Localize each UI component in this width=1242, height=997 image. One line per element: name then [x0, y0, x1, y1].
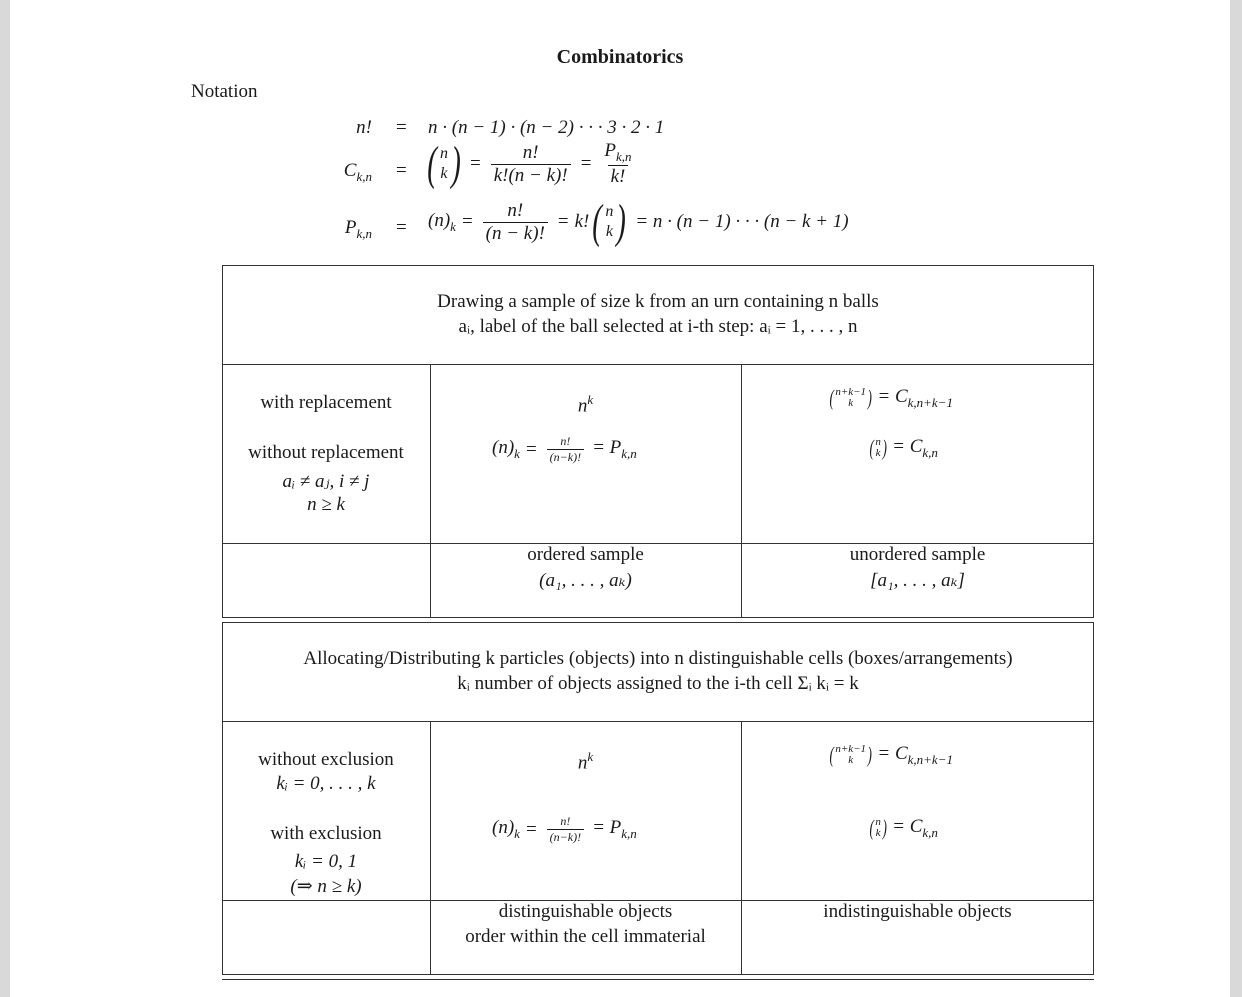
row-without-replacement-cond2: n ≥ k — [307, 494, 345, 515]
row-with-replacement-label: with replacement — [260, 392, 392, 413]
permutation-equals: = — [396, 217, 407, 238]
footer-ordered-sample-notation: (a₁, . . . , aₖ) — [539, 570, 632, 591]
allocating-col-divider-2 — [741, 721, 742, 975]
combination-lhs: $C_{k,n}$ — [343, 160, 372, 184]
row-without-replacement-cond1: aᵢ ≠ aⱼ, i ≠ j — [282, 471, 370, 492]
allocating-ordered-without-exclusion: $n^k$ — [577, 749, 594, 774]
document-page — [10, 0, 1230, 997]
binom-n-k: ( n k ) — [427, 137, 461, 190]
sampling-header-line2: aᵢ, label of the ball selected at i-th step: aᵢ = 1, . . . , n — [458, 316, 858, 337]
permutation-lhs: $P_{k,n}$ — [344, 217, 372, 241]
row-without-exclusion-label: without exclusion — [258, 749, 394, 770]
row-without-replacement-label: without replacement — [248, 442, 404, 463]
page-title: Combinatorics — [556, 46, 684, 68]
sampling-header-divider — [222, 364, 1094, 365]
factorial-lhs: n! — [356, 117, 372, 138]
row-with-exclusion-label: with exclusion — [270, 823, 382, 844]
allocating-header-line2: kᵢ number of objects assigned to the i-th cell Σᵢ kᵢ = k — [457, 673, 859, 694]
sampling-unordered-with-replacement: ( n+k−1 k ) = $C_{k,n+k-1}$ — [829, 385, 953, 411]
combination-equals: = — [396, 160, 407, 181]
footer-unordered-sample: unordered sample — [849, 544, 986, 565]
footer-order-immaterial: order within the cell immaterial — [465, 926, 706, 947]
footer-indistinguishable-objects: indistinguishable objects — [823, 901, 1012, 922]
binom-n-k-2: ( n k ) — [592, 195, 627, 248]
factorial-equals: = — [396, 117, 407, 138]
permutation-rhs: $(n)_k$ = $\frac{n!}{(n - k)!}$ = k! ( n k ) = n · (n − 1) · · · (n − k + 1) — [428, 195, 849, 248]
notation-label: Notation — [191, 81, 258, 102]
row-with-exclusion-cond2: (⇒ n ≥ k) — [290, 876, 362, 897]
combination-rhs: ( n k ) = $\frac{n!}{k!(n - k)!}$ = $\frac{P_{k,n}}{k!}$ — [424, 140, 639, 188]
row-without-exclusion-cond: kᵢ = 0, . . . , k — [276, 773, 376, 794]
combination-fraction-p: $\frac{P_{k,n}}{k!}$ — [604, 140, 632, 187]
allocating-header-line1: Allocating/Distributing k particles (objects) into n distinguishable cells (boxes/arrangements) — [303, 648, 1013, 669]
sampling-ordered-with-replacement: $n^k$ — [577, 392, 594, 417]
permutation-fraction: $\frac{n!}{(n - k)!}$ — [483, 200, 548, 245]
footer-ordered-sample: ordered sample — [527, 544, 644, 565]
sampling-header-line1: Drawing a sample of size k from an urn containing n balls — [437, 291, 879, 312]
row-with-exclusion-cond1: kᵢ = 0, 1 — [294, 851, 358, 872]
allocating-unordered-without-exclusion: ( n+k−1 k ) = $C_{k,n+k-1}$ — [829, 742, 953, 768]
allocating-unordered-with-exclusion: ( n k ) = $C_{k,n}$ — [869, 815, 938, 841]
allocating-header-divider — [222, 721, 1094, 722]
bottom-rule — [222, 979, 1094, 980]
footer-distinguishable-objects: distinguishable objects — [498, 901, 673, 922]
sampling-unordered-without-replacement: ( n k ) = $C_{k,n}$ — [869, 435, 938, 461]
factorial-rhs: n · (n − 1) · (n − 2) · · · 3 · 2 · 1 — [428, 117, 665, 138]
sampling-ordered-without-replacement: $(n)_k$ = $\frac{n!}{(n-k)!}$ = $P_{k,n}$ — [492, 434, 637, 464]
allocating-ordered-with-exclusion: $(n)_k$ = $\frac{n!}{(n-k)!}$ = $P_{k,n}$ — [492, 814, 637, 844]
footer-unordered-sample-notation: [a₁, . . . , aₖ] — [870, 570, 965, 591]
combination-fraction: $\frac{n!}{k!(n - k)!}$ — [491, 142, 571, 187]
